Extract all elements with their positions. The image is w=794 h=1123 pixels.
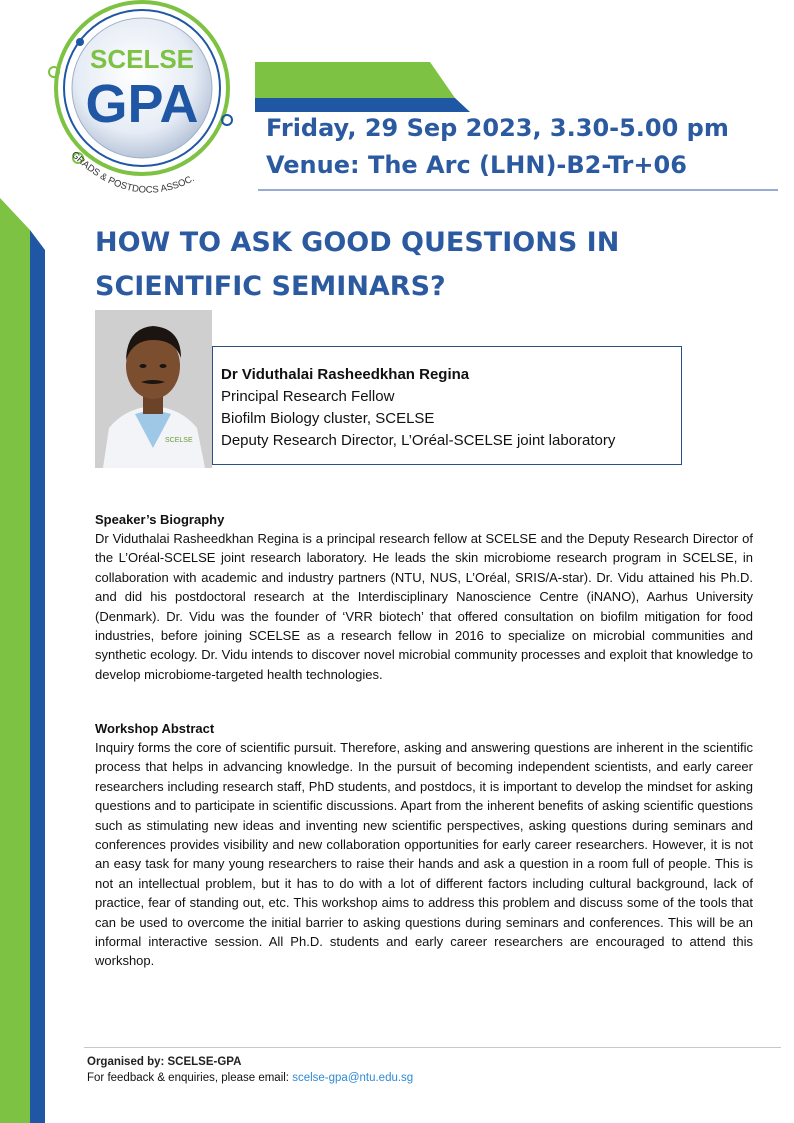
speaker-position: Deputy Research Director, L’Oréal-SCELSE joint laboratory — [221, 432, 616, 449]
top-blue-stripe — [255, 98, 470, 112]
event-venue: Venue: The Arc (LHN)-B2-Tr+06 — [266, 151, 687, 179]
left-green-stripe — [0, 198, 30, 1123]
title-line-2: SCIENTIFIC SEMINARS? — [95, 271, 446, 302]
title-line-1: HOW TO ASK GOOD QUESTIONS IN — [95, 227, 620, 258]
logo-arc-text: GRADS & POSTDOCS ASSOC. — [68, 149, 197, 196]
workshop-abstract-section — [95, 719, 753, 971]
speaker-name: Dr Viduthalai Rasheedkhan Regina — [221, 366, 470, 383]
logo-main-text: GPA — [85, 74, 199, 134]
biography-text: Dr Viduthalai Rasheedkhan Regina is a principal research fellow at SCELSE and the Deputy Research Director of the L’Oréal-SCELSE joint research laboratory. He leads the skin microbiome research program in SCELSE, in collaboration with academic and industry partners (NTU, NUS, L’Oréal, SRIS/A-star). Dr. Vidu attained his Ph.D. and did his postdoctoral research at the Interdisciplinary Nanoscience Centre (iNANO), Aarhus University (Denmark). Dr. Vidu was the founder of ‘VRR biotech’ that offered consultation on biofilm mitigation for food industries, before joining SCELSE as a research fellow in 2016 to specialize on microbial communities and synthetic ecology. Dr. Vidu intends to discover novel microbial community processes and exploit that knowledge to develop microbiome-targeted health technologies. — [95, 531, 753, 682]
top-green-stripe — [255, 62, 455, 98]
footer-divider — [84, 1047, 781, 1048]
speaker-role: Principal Research Fellow — [221, 388, 395, 405]
contact-email-link[interactable]: scelse-gpa@ntu.edu.sg — [292, 1072, 414, 1084]
speaker-details — [221, 364, 615, 452]
feedback-label: For feedback & enquiries, please email: — [87, 1072, 293, 1084]
left-blue-stripe — [30, 230, 45, 1123]
footer — [87, 1054, 413, 1086]
speaker-cluster: Biofilm Biology cluster, SCELSE — [221, 410, 435, 427]
speaker-photo — [95, 310, 212, 468]
organised-by: Organised by: SCELSE-GPA — [87, 1056, 242, 1068]
coat-logo-text: SCELSE — [165, 437, 193, 444]
biography-heading: Speaker’s Biography — [95, 512, 225, 527]
scelse-gpa-logo — [44, 0, 254, 205]
logo-top-text: SCELSE — [89, 44, 195, 74]
speaker-biography-section — [95, 510, 753, 684]
event-date-time: Friday, 29 Sep 2023, 3.30-5.00 pm — [266, 114, 729, 142]
page-title — [95, 221, 735, 309]
feedback-line — [87, 1070, 413, 1086]
abstract-heading: Workshop Abstract — [95, 721, 215, 736]
abstract-text: Inquiry forms the core of scientific pursuit. Therefore, asking and answering questions are inherent in the scientific process that helps in advancing knowledge. In the pursuit of becoming independent scientists, and early career researchers including research staff, PhD students, and postdocs, it is important to develop the mindset for asking questions and to participate in scientific discussions. Apart from the inherent benefits of asking scientific questions such as stimulating new ideas and inventing new scientific perspectives, asking questions during seminars and conferences provides visibility and new collaboration opportunities for early career researchers. However, it is not an easy task for many young researchers to raise their hands and ask a question in a room full of people. This is not an intellectual problem, but it has to do with a lot of different factors including cultural background, lack of practice, fear of standing out, etc. This workshop aims to address this problem and discuss some of the tools that can be used to overcome the initial barrier to asking questions during seminars and conferences. This will be an informal interactive session. All Ph.D. students and early career researchers are encouraged to attend this workshop. — [95, 740, 753, 969]
